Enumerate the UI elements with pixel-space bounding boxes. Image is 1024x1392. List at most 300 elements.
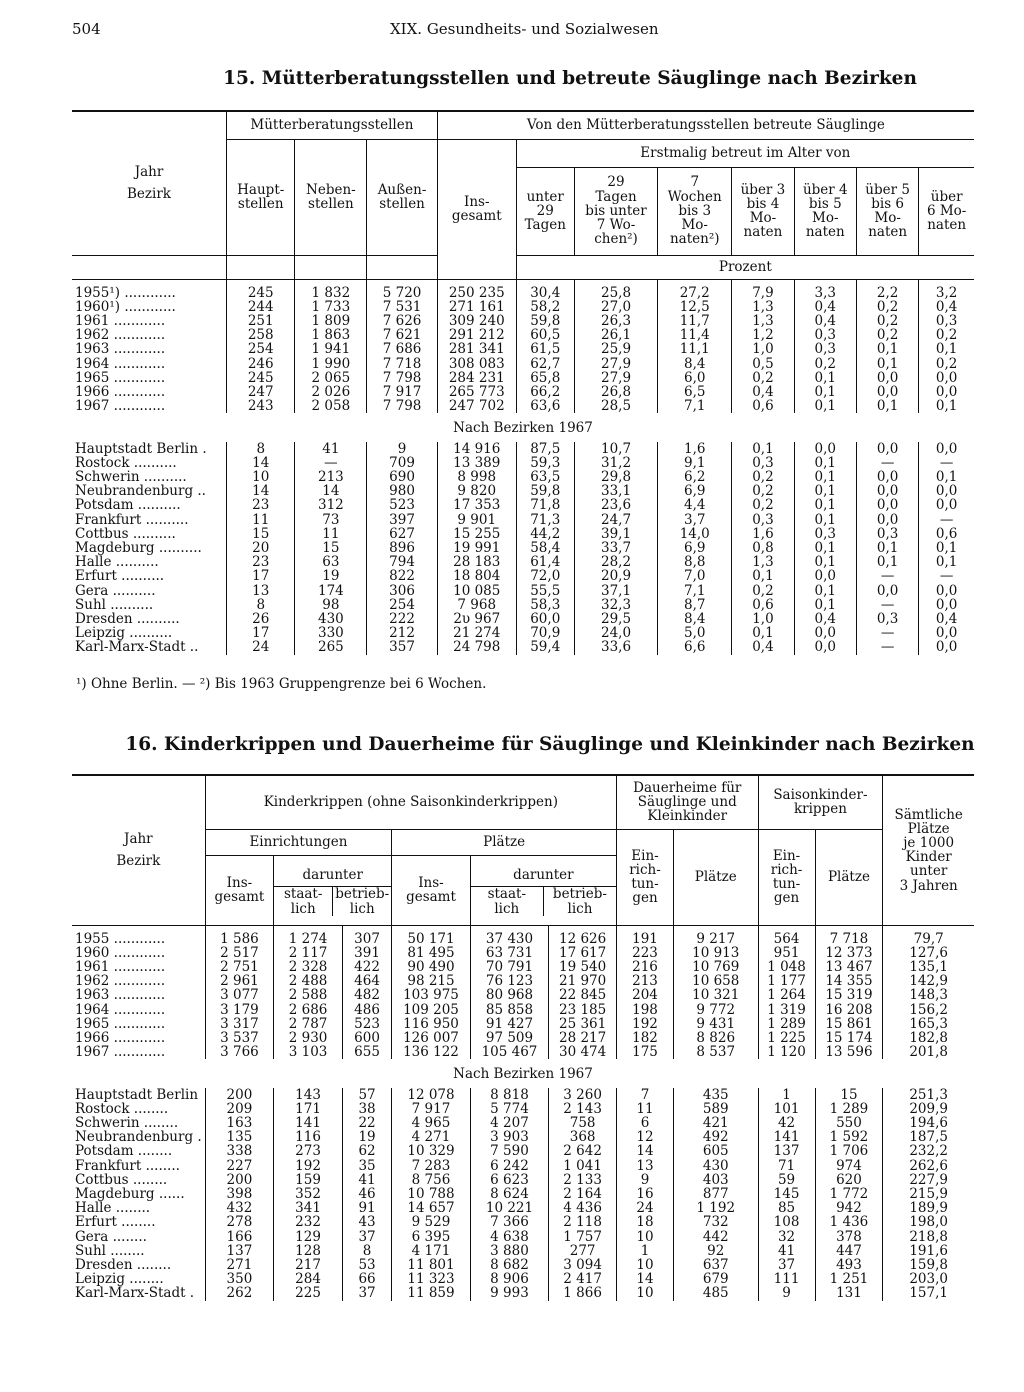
cell: 7,0 [658,569,732,583]
row-label: Leipzig .......... [75,625,173,642]
cell: 245 [227,279,295,300]
cell: 0,3 [856,612,918,626]
cell: 6,5 [658,385,732,399]
cell: 3 537 [205,1031,274,1045]
cell: 27,9 [574,357,657,371]
cell: 5,0 [658,626,732,640]
cell: 222 [367,612,438,626]
cell: 435 [674,1088,759,1102]
cell: 637 [674,1258,759,1272]
table-row [72,925,974,946]
cell: 58,4 [516,541,574,555]
row-label: Hauptstadt Berlin [75,1086,199,1103]
cell: 17 617 [549,946,617,960]
cell: 0,2 [919,328,974,342]
cell: 20,9 [574,569,657,583]
cell: 11 801 [392,1258,471,1272]
cell: 523 [367,498,438,512]
cell: 2 058 [295,399,367,413]
table-row [72,598,974,612]
cell: 159 [274,1173,343,1187]
cell: 9 431 [674,1017,759,1031]
cell: 163 [205,1116,274,1130]
cell: 0,0 [919,442,974,456]
cell: 1 941 [295,342,367,356]
cell: 137 [205,1244,274,1258]
cell: 198,0 [883,1215,974,1229]
cell: 486 [342,1003,391,1017]
table-row [72,527,974,541]
cell: 14 657 [392,1201,471,1215]
cell: 101 [758,1102,815,1116]
cell: 2 026 [295,385,367,399]
col-header: über 3 bis 4 Mo- naten [732,167,794,255]
cell: 6,0 [658,371,732,385]
cell: 8 624 [470,1187,549,1201]
cell: 8,4 [658,357,732,371]
cell: 15 255 [437,527,516,541]
cell: 11 [295,527,367,541]
cell: 58,2 [516,300,574,314]
cell: 338 [205,1144,274,1158]
cell: 8 682 [470,1258,549,1272]
plaetze-header: Plätze [392,829,617,855]
table-row [72,988,974,1002]
cell: 141 [274,1116,343,1130]
cell: 43 [342,1215,391,1229]
bezirk-label: Bezirk [116,853,161,870]
cell: 271 161 [437,300,516,314]
cell: 262,6 [883,1159,974,1173]
cell: 25 361 [549,1017,617,1031]
cell: 17 353 [437,498,516,512]
cell: 12 626 [549,925,617,946]
cell: 79,7 [883,925,974,946]
row-label: 1955 ............ [75,930,166,947]
cell: 4 271 [392,1130,471,1144]
cell: 19 540 [549,960,617,974]
cell: 2 117 [274,946,343,960]
cell: 1 251 [815,1272,883,1286]
cell: 6 242 [470,1159,549,1173]
row-label: Potsdam .......... [75,497,181,514]
row-label: Dresden ........ [75,1256,172,1273]
cell: 103 975 [392,988,471,1002]
table-row [72,1230,974,1244]
cell: 1,2 [732,328,794,342]
table-row [72,946,974,960]
cell: 11 323 [392,1272,471,1286]
cell: 8,7 [658,598,732,612]
cell: 24 [227,640,295,654]
cell: 251 [227,314,295,328]
cell: 2 065 [295,371,367,385]
cell: 9 820 [437,484,516,498]
cell: 0,0 [794,626,856,640]
cell: 1 706 [815,1144,883,1158]
cell: 200 [205,1088,274,1102]
cell: 2 961 [205,974,274,988]
table-row [72,300,974,314]
cell: 1 990 [295,357,367,371]
cell: 24,7 [574,513,657,527]
cell: 9 772 [674,1003,759,1017]
cell: 2 488 [274,974,343,988]
cell: 1 866 [549,1286,617,1300]
col-header: Außen- stellen [367,139,438,255]
kk-einr-darunter: darunter staat- lich betrieb- lich [274,855,392,925]
cell: 397 [367,513,438,527]
cell: 10 321 [674,988,759,1002]
cell: 0,0 [856,470,918,484]
cell: 171 [274,1102,343,1116]
col-header: 29 Tagen bis unter 7 Wo- chen²) [574,167,657,255]
cell: 0,1 [919,399,974,413]
cell: 5 720 [367,279,438,300]
cell: 0,2 [919,357,974,371]
cell: 23 185 [549,1003,617,1017]
cell: 7 798 [367,399,438,413]
cell: 24 [617,1201,674,1215]
cell: 38 [342,1102,391,1116]
cell: 37 430 [470,925,549,946]
cell: 1 319 [758,1003,815,1017]
cell: 1,3 [732,314,794,328]
table-row [72,1130,974,1144]
cell: 26 [227,612,295,626]
cell: 12,5 [658,300,732,314]
row-label: Halle ........ [75,1200,151,1217]
col-header: über 4 bis 5 Mo- naten [794,167,856,255]
row-label: 1960¹) ............ [75,298,176,315]
table-row [72,279,974,300]
cell: 71,8 [516,498,574,512]
cell: 59,4 [516,640,574,654]
cell: 126 007 [392,1031,471,1045]
cell: 0,0 [794,640,856,654]
cell: 131 [815,1286,883,1300]
table-row [72,1159,974,1173]
cell: 0,0 [856,442,918,456]
cell: 0,2 [732,484,794,498]
cell: 0,2 [732,498,794,512]
cell: 0,2 [856,328,918,342]
cell: 159,8 [883,1258,974,1272]
cell: 430 [295,612,367,626]
cell: 215,9 [883,1187,974,1201]
cell: 7 590 [470,1144,549,1158]
row-label: Karl-Marx-Stadt .. [75,639,199,656]
cell: 7 968 [437,598,516,612]
cell: 9 901 [437,513,516,527]
cell: 98 [295,598,367,612]
cell: 15 [227,527,295,541]
cell: 0,0 [919,626,974,640]
cell: 8 756 [392,1173,471,1187]
cell: 192 [274,1159,343,1173]
cell: 1 863 [295,328,367,342]
table-row [72,470,974,484]
cell: 76 123 [470,974,549,988]
cell: 10 [227,470,295,484]
cell: 223 [617,946,674,960]
cell: 7 626 [367,314,438,328]
row-label: Neubrandenburg . [75,1129,202,1146]
row-label: 1955¹) ............ [75,284,176,301]
cell: 447 [815,1244,883,1258]
cell: 14 [617,1144,674,1158]
cell: 22 [342,1116,391,1130]
cell: 24,0 [574,626,657,640]
cell: 0,0 [856,484,918,498]
cell: 0,1 [794,555,856,569]
cell: 20 [227,541,295,555]
cell: 3 903 [470,1130,549,1144]
cell: 1 [758,1088,815,1102]
cell: 3 766 [205,1045,274,1059]
vdm-group-header: Von den Mütterberatungsstellen betreute Säuglinge [437,111,974,139]
cell: 1 [617,1244,674,1258]
mb-group-header: Mütterberatungsstellen [227,111,438,139]
table-row [72,1144,974,1158]
cell: 16 208 [815,1003,883,1017]
table16-years [72,925,974,1059]
cell: 22 845 [549,988,617,1002]
row-label: Gera .......... [75,582,156,599]
row-label: 1962 ............ [75,327,166,344]
cell: 85 [758,1201,815,1215]
row-label: Suhl ........ [75,1242,145,1259]
table15-stub-header [72,111,227,255]
col-header: über 5 bis 6 Mo- naten [856,167,918,255]
cell: 8,8 [658,555,732,569]
cell: 550 [815,1116,883,1130]
cell: 0,0 [919,484,974,498]
cell: 23 [227,498,295,512]
cell: 980 [367,484,438,498]
cell: 98 215 [392,974,471,988]
cell: 0,1 [919,342,974,356]
cell: 0,1 [794,541,856,555]
cell: 27,9 [574,371,657,385]
cell: 209,9 [883,1102,974,1116]
cell: 26,3 [574,314,657,328]
cell: 265 [295,640,367,654]
cell: 15 861 [815,1017,883,1031]
cell: 1 436 [815,1215,883,1229]
cell: 0,1 [794,470,856,484]
cell: 7,1 [658,584,732,598]
cell: 166 [205,1230,274,1244]
cell: 0,1 [732,569,794,583]
cell: 35 [342,1159,391,1173]
row-label: Magdeburg .......... [75,539,202,556]
cell: 284 231 [437,371,516,385]
cell: 143 [274,1088,343,1102]
cell: 63,5 [516,470,574,484]
cell: 59 [758,1173,815,1187]
cell: 11 [617,1102,674,1116]
cell: 974 [815,1159,883,1173]
cell: 250 235 [437,279,516,300]
kk-group-header: Kinderkrippen (ohne Saisonkinderkrippen) [205,775,616,829]
cell: 29,5 [574,612,657,626]
cell: 309 240 [437,314,516,328]
cell: 10 788 [392,1187,471,1201]
cell: 37 [342,1286,391,1300]
table-row [72,456,974,470]
cell: 8 818 [470,1088,549,1102]
row-label: 1963 ............ [75,987,166,1004]
cell: 73 [295,513,367,527]
row-label: Potsdam ........ [75,1143,173,1160]
cell: 14 [227,484,295,498]
cell: 6 [617,1116,674,1130]
cell: 42 [758,1116,815,1130]
cell: 0,1 [794,513,856,527]
cell: 2 930 [274,1031,343,1045]
cell: 0,0 [919,640,974,654]
cell: 243 [227,399,295,413]
cell: 137 [758,1144,815,1158]
cell: 135 [205,1130,274,1144]
cell: 7 [617,1088,674,1102]
cell: 21 970 [549,974,617,988]
cell: 341 [274,1201,343,1215]
table-row [72,1003,974,1017]
cell: 13 467 [815,960,883,974]
cell: 0,4 [919,612,974,626]
cell: 0,1 [856,541,918,555]
table15-header [72,111,974,279]
cell: 1,3 [732,300,794,314]
cell: 330 [295,626,367,640]
table-row [72,1017,974,1031]
table-row [72,442,974,456]
cell: 254 [227,342,295,356]
cell: 46 [342,1187,391,1201]
cell: 0,2 [856,300,918,314]
cell: 2 588 [274,988,343,1002]
cell: 7 283 [392,1159,471,1173]
cell: 41 [758,1244,815,1258]
cell: 60,0 [516,612,574,626]
cell: 2 164 [549,1187,617,1201]
cell: 182,8 [883,1031,974,1045]
cell: 111 [758,1272,815,1286]
cell: 10 913 [674,946,759,960]
cell: 15 319 [815,988,883,1002]
cell: 13 [617,1159,674,1173]
cell: 0,1 [856,399,918,413]
cell: 11,1 [658,342,732,356]
cell: 4 436 [549,1201,617,1215]
cell: 271 [205,1258,274,1272]
cell: 4 965 [392,1116,471,1130]
cell: — [919,569,974,583]
cell: 232 [274,1215,343,1229]
cell: 482 [342,988,391,1002]
cell: 14 355 [815,974,883,988]
cell: 0,3 [794,527,856,541]
cell: 307 [342,925,391,946]
cell: 25,8 [574,279,657,300]
table15 [72,110,974,655]
cell: 564 [758,925,815,946]
cell: 33,7 [574,541,657,555]
cell: 17 [227,626,295,640]
cell: 200 [205,1173,274,1187]
table15-title: 15. Mütterberatungsstellen und betreute Säuglinge nach Bezirken [223,68,917,89]
cell: 41 [342,1173,391,1187]
cell: 1,0 [732,612,794,626]
cell: 6,6 [658,640,732,654]
row-label: 1963 ............ [75,341,166,358]
cell: 1 733 [295,300,367,314]
cell: 191,6 [883,1244,974,1258]
row-label: Cottbus .......... [75,525,176,542]
col-header: unter 29 Tagen [516,167,574,255]
cell: 3 094 [549,1258,617,1272]
cell: 3,7 [658,513,732,527]
cell: 308 083 [437,357,516,371]
cell: 66 [342,1272,391,1286]
cell: 0,2 [856,314,918,328]
cell: 10,7 [574,442,657,456]
cell: 9 [758,1286,815,1300]
col-header: über 6 Mo- naten [919,167,974,255]
table-row [72,569,974,583]
table15-footnote: ¹) Ohne Berlin. — ²) Bis 1963 Gruppengrenze bei 6 Wochen. [76,676,487,692]
cell: 1 832 [295,279,367,300]
cell: 1 289 [815,1102,883,1116]
cell: 59,3 [516,456,574,470]
cell: 758 [549,1116,617,1130]
cell: 157,1 [883,1286,974,1300]
cell: 3 260 [549,1088,617,1102]
cell: 21 274 [437,626,516,640]
cell: 37 [758,1258,815,1272]
cell: 142,9 [883,974,974,988]
cell: 71,3 [516,513,574,527]
cell: 0,1 [732,626,794,640]
cell: 116 950 [392,1017,471,1031]
cell: 212 [367,626,438,640]
cell: 108 [758,1215,815,1229]
cell: 8 826 [674,1031,759,1045]
cell: 1 772 [815,1187,883,1201]
cell: 0,1 [794,385,856,399]
cell: 10 [617,1286,674,1300]
cell: 1 274 [274,925,343,946]
cell: 605 [674,1144,759,1158]
cell: 15 [815,1088,883,1102]
row-label: Gera ........ [75,1228,147,1245]
cell: 352 [274,1187,343,1201]
table-row [72,1102,974,1116]
cell: 1 592 [815,1130,883,1144]
cell: 1,6 [658,442,732,456]
cell: 0,0 [919,385,974,399]
cell: 1,3 [732,555,794,569]
cell: 18 804 [437,569,516,583]
cell: 600 [342,1031,391,1045]
cell: 1 192 [674,1201,759,1215]
table-row [72,626,974,640]
cell: 18 [617,1215,674,1229]
cell: 217 [274,1258,343,1272]
row-label: Cottbus ........ [75,1171,168,1188]
